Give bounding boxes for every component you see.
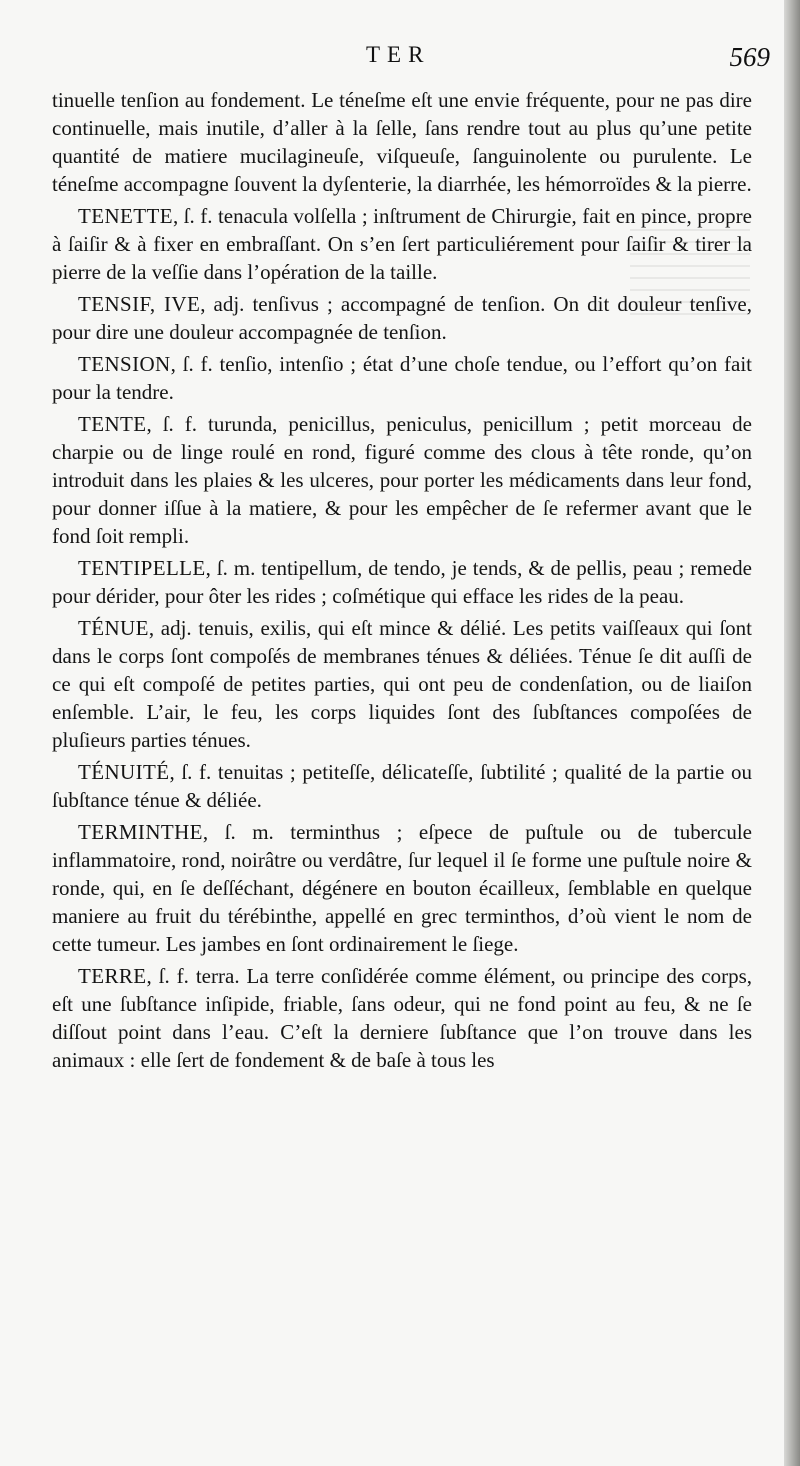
entry-headword: TENTIPELLE xyxy=(78,556,206,580)
entry-tenuite xyxy=(52,758,752,814)
entry-tentipelle xyxy=(52,554,752,610)
entry-headword: TENSION xyxy=(78,352,171,376)
entry-headword: TÉNUE xyxy=(78,616,149,640)
entry-headword: TERRE xyxy=(78,964,147,988)
entry-headword: TERMINTHE xyxy=(78,820,203,844)
entry-text: , ſ. m. terminthus ; eſpece de puſtule ou de tubercule inflammatoire, rond, noirâtre ou verdâtre, ſur lequel il ſe forme une puſtule noire & ronde, qui, en ſe deſſéchant, dégénere en bouton écailleux, ſemblable en quelque maniere au fruit du térébinthe, appellé en grec terminthos, d’où vient le nom de cette tumeur. Les jambes en ſont ordinairement le ſiege. xyxy=(52,820,752,956)
entry-continuation xyxy=(52,86,752,198)
entry-text: , ſ. m. tentipellum, de tendo, je tends, & de pellis, peau ; remede pour dérider, pour ôter les rides ; coſmétique qui efface les rides de la peau. xyxy=(52,556,752,608)
entry-text: , ſ. f. turunda, penicillus, peniculus, penicillum ; petit morceau de charpie ou de linge roulé en rond, figuré comme des clous à tête ronde, qu’on introduit dans les plaies & les ulceres, pour porter les médicaments dans leur fond, pour donner iſſue à la matiere, & pour les empêcher de ſe refermer avant que le fond ſoit rempli. xyxy=(52,412,752,548)
entry-headword: TÉNUITÉ xyxy=(78,760,170,784)
entry-tensif xyxy=(52,290,752,346)
entry-text: tinuelle tenſion au fondement. Le téneſme eſt une envie fréquente, pour ne pas dire continuelle, mais inutile, d’aller à la ſelle, ſans rendre tout au plus qu’une petite quantité de matiere mucilagineuſe, viſqueuſe, ſanguinolente ou purulente. Le téneſme accompagne ſouvent la dyſenterie, la diarrhée, les hémorroïdes & la pierre. xyxy=(52,88,752,196)
entry-terminthe xyxy=(52,818,752,958)
entry-tente xyxy=(52,410,752,550)
entry-text: , ſ. f. terra. La terre conſidérée comme élément, ou principe des corps, eſt une ſubſtance inſipide, friable, ſans odeur, qui ne fond point au feu, & ne ſe diſſout point dans l’eau. C’eſt la derniere ſubſtance que l’on trouve dans les animaux : elle ſert de fondement & de baſe à tous les xyxy=(52,964,752,1072)
entry-text: , ſ. f. tenacula volſella ; inſtrument de Chirurgie, fait en pince, propre à ſaiſir & à fixer en embraſſant. On s’en ſert particuliérement pour ſaiſir & tirer la pierre de la veſſie dans l’opération de la taille. xyxy=(52,204,752,284)
entry-text: , adj. tenuis, exilis, qui eſt mince & délié. Les petits vaiſſeaux qui ſont dans le corps ſont compoſés de membranes ténues & déliées. Ténue ſe dit auſſi de ce qui eſt compoſé de petites parties, qui ont peu de condenſation, ou de liaiſon enſemble. L’air, le feu, les corps liquides ſont des ſubſtances compoſées de pluſieurs parties ténues. xyxy=(52,616,752,752)
page-number: 569 xyxy=(729,42,770,72)
entry-headword: TENSIF, IVE xyxy=(78,292,201,316)
entry-terre xyxy=(52,962,752,1074)
entry-tension xyxy=(52,350,752,406)
entry-tenue xyxy=(52,614,752,754)
entry-headword: TENTE xyxy=(78,412,147,436)
page-header xyxy=(0,42,790,82)
dictionary-text-block xyxy=(52,86,752,1078)
entry-text: , ſ. f. tenſio, intenſio ; état d’une choſe tendue, ou l’effort qu’on fait pour la tendre. xyxy=(52,352,752,404)
page-edge-shadow xyxy=(784,0,800,1466)
entry-tenette xyxy=(52,202,752,286)
running-head: TER xyxy=(366,42,431,67)
entry-text: , ſ. f. tenuitas ; petiteſſe, délicateſſe, ſubtilité ; qualité de la partie ou ſubſtance ténue & déliée. xyxy=(52,760,752,812)
entry-headword: TENETTE xyxy=(78,204,173,228)
entry-text: , adj. tenſivus ; accompagné de tenſion. On dit douleur tenſive, pour dire une douleur accompagnée de tenſion. xyxy=(52,292,752,344)
